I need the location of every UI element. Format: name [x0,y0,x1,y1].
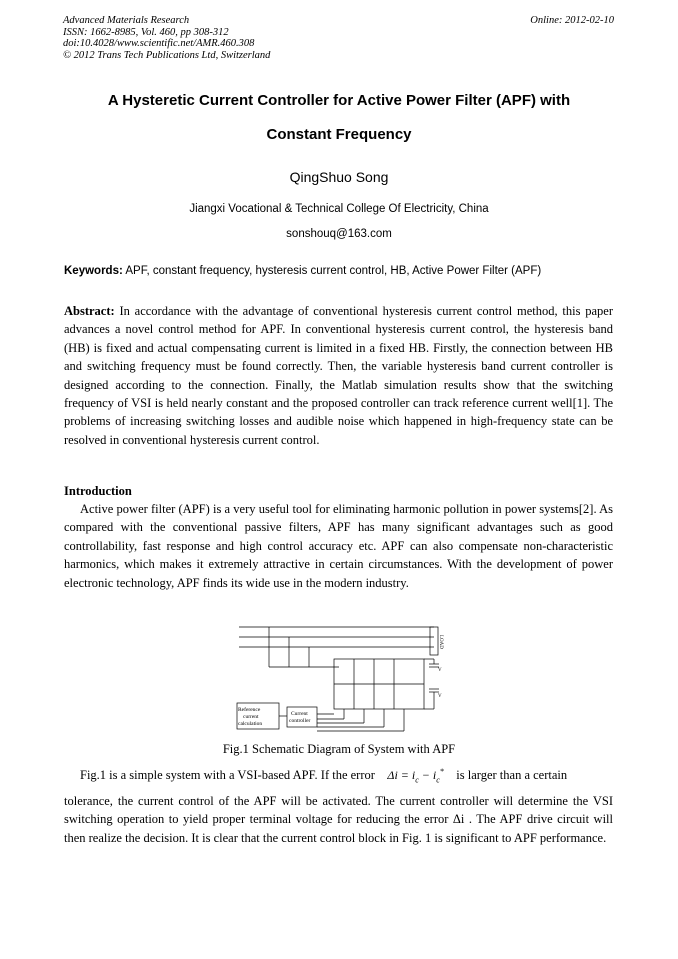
doi-line: doi:10.4028/www.scientific.net/AMR.460.308 [63,38,255,49]
ref-block-label-1: Reference [238,707,261,713]
para2-text-a: Fig.1 is a simple system with a VSI-based APF. If the error [80,768,375,782]
error-equation: $\Delta i = i_c - i_c^*$ [387,767,444,785]
load-label: LOAD [438,635,443,649]
copyright-line: © 2012 Trans Tech Publications Ltd, Switzerland [63,49,271,61]
journal-name: Advanced Materials Research [63,15,190,26]
keywords [64,265,624,277]
journal-header [63,15,270,61]
para2-first-line [64,767,613,784]
vdc-label-bottom: V [438,694,442,699]
abstract-label: Abstract: [64,304,115,318]
keywords-label: Keywords: [64,265,123,277]
paper-title-line2: Constant Frequency [266,126,412,143]
keywords-text: APF, constant frequency, hysteresis current control, HB, Active Power Filter (APF) [122,265,542,277]
ctrl-block-label-2: controller [289,718,311,724]
abstract [64,302,613,449]
para2-text-b: is larger than a certain [456,768,568,782]
section-heading-introduction: Introduction [64,484,132,498]
author-name: QingShuo Song [289,169,389,185]
ctrl-block-label-1: Current [291,711,308,717]
author-email: sonshouq@163.com [286,228,392,240]
para2-body: tolerance, the current control of the APF will be activated. The current controller will determine the VSI switching operation to yield proper terminal voltage for reducing the error Δi . The APF drive circuit will then realize the decision. It is clear that the current control block in Fig. 1 is significant to APF performance. [64,794,613,845]
ref-block-label-2: current [243,714,259,720]
ref-block-label-3: calculation [238,721,263,727]
intro-paragraph: Active power filter (APF) is a very useful tool for eliminating harmonic pollution in power systems[2]. As compared with the conventional passive filters, APF has many significant advantages such as good controllability, fast response and high control accuracy etc. APF can also compensate non-characteristic harmonics, which makes it extremely attractive in certain circumstances. With the development of power electronic technology, APF finds its wide use in the modern industry. [64,502,613,590]
system-schematic-figure [229,619,444,737]
affiliation: Jiangxi Vocational & Technical College Of Electricity, China [189,203,489,215]
paper-title-line1: A Hysteretic Current Controller for Active Power Filter (APF) with [107,92,571,109]
abstract-text: In accordance with the advantage of conventional hysteresis current control method, this paper advances a novel control method for APF. In conventional hysteresis current control, the hysteresis band (HB) is fixed and actual compensating current is limited in a fixed HB. Firstly, the connection between HB and switching frequency must be found correctly. Then, the variable hysteresis band current controller is designed according to the connection. Finally, the Matlab simulation results show that the switching frequency of VSI is held nearly constant and the proposed controller can track reference current well[1]. The problems of increasing switching losses and audible noise which happened in high-frequency state can be resolved in conventional hysteresis current control. [64,304,613,447]
issn-line: ISSN: 1662-8985, Vol. 460, pp 308-312 [63,26,229,38]
figure-caption: Fig.1 Schematic Diagram of System with APF [222,742,456,756]
vdc-label-top: V [438,668,442,673]
online-date: Online: 2012-02-10 [530,15,614,26]
